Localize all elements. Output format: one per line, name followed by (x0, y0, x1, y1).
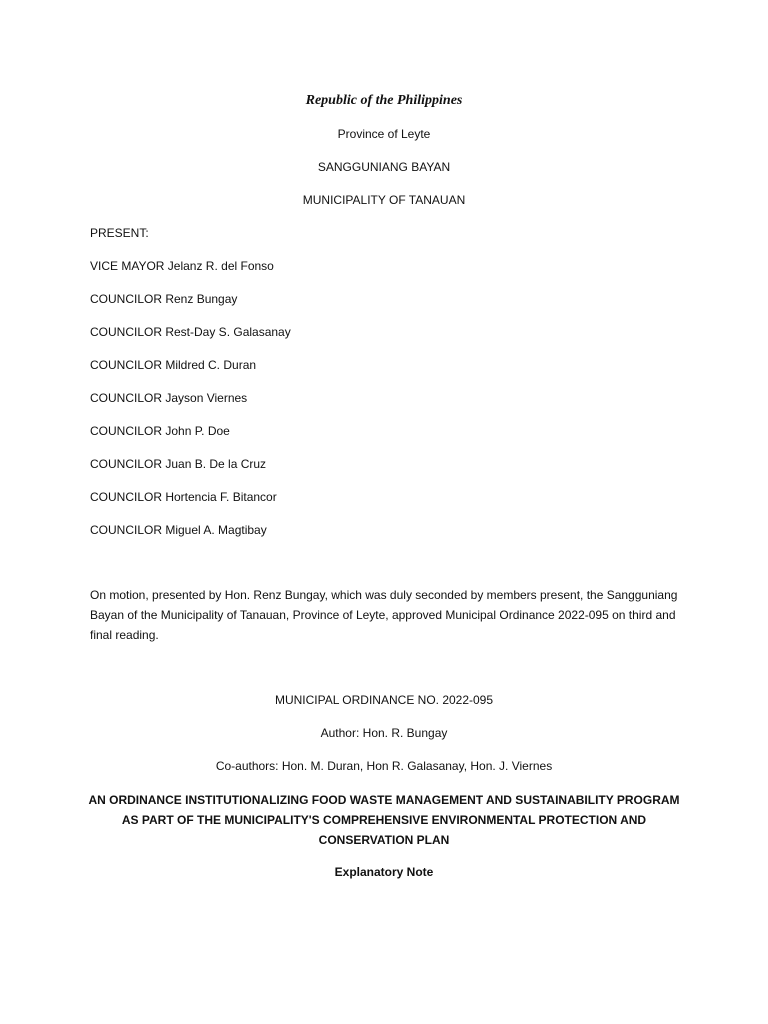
present-label: PRESENT: (90, 226, 149, 240)
attendee-item: COUNCILOR Hortencia F. Bitancor (90, 490, 277, 504)
explanatory-note-heading: Explanatory Note (334, 865, 434, 879)
ordinance-author: Author: Hon. R. Bungay (320, 726, 448, 740)
attendee-item: COUNCILOR Jayson Viernes (90, 391, 248, 405)
attendee-item: VICE MAYOR Jelanz R. del Fonso (90, 259, 274, 273)
attendee-item: COUNCILOR Renz Bungay (90, 292, 238, 306)
attendee-item: COUNCILOR Rest-Day S. Galasanay (90, 325, 291, 339)
attendee-item: COUNCILOR John P. Doe (90, 424, 230, 438)
attendee-item: COUNCILOR Miguel A. Magtibay (90, 523, 267, 537)
attendee-item: COUNCILOR Mildred C. Duran (90, 358, 257, 372)
council-heading: SANGGUNIANG BAYAN (317, 160, 451, 174)
ordinance-coauthors: Co-authors: Hon. M. Duran, Hon R. Galasanay, Hon. J. Viernes (215, 759, 553, 773)
ordinance-title: AN ORDINANCE INSTITUTIONALIZING FOOD WASTE MANAGEMENT AND SUSTAINABILITY PROGRAM AS PART OF THE MUNICIPALITY'S COMPREHENSIVE ENVIRONMENTAL PROTECTION AND CONSERVATION PLAN (88, 793, 680, 847)
ordinance-number: MUNICIPAL ORDINANCE NO. 2022-095 (274, 693, 494, 707)
province-heading: Province of Leyte (337, 127, 431, 141)
municipality-heading: MUNICIPALITY OF TANAUAN (302, 193, 466, 207)
motion-paragraph: On motion, presented by Hon. Renz Bungay, which was duly seconded by members present, the Sangguniang Bayan of the Municipality of Tanauan, Province of Leyte, approved Municipal Ordinance 2022-095 on third and final reading. (90, 588, 678, 642)
attendee-item: COUNCILOR Juan B. De la Cruz (90, 457, 267, 471)
republic-heading: Republic of the Philippines (305, 93, 463, 108)
